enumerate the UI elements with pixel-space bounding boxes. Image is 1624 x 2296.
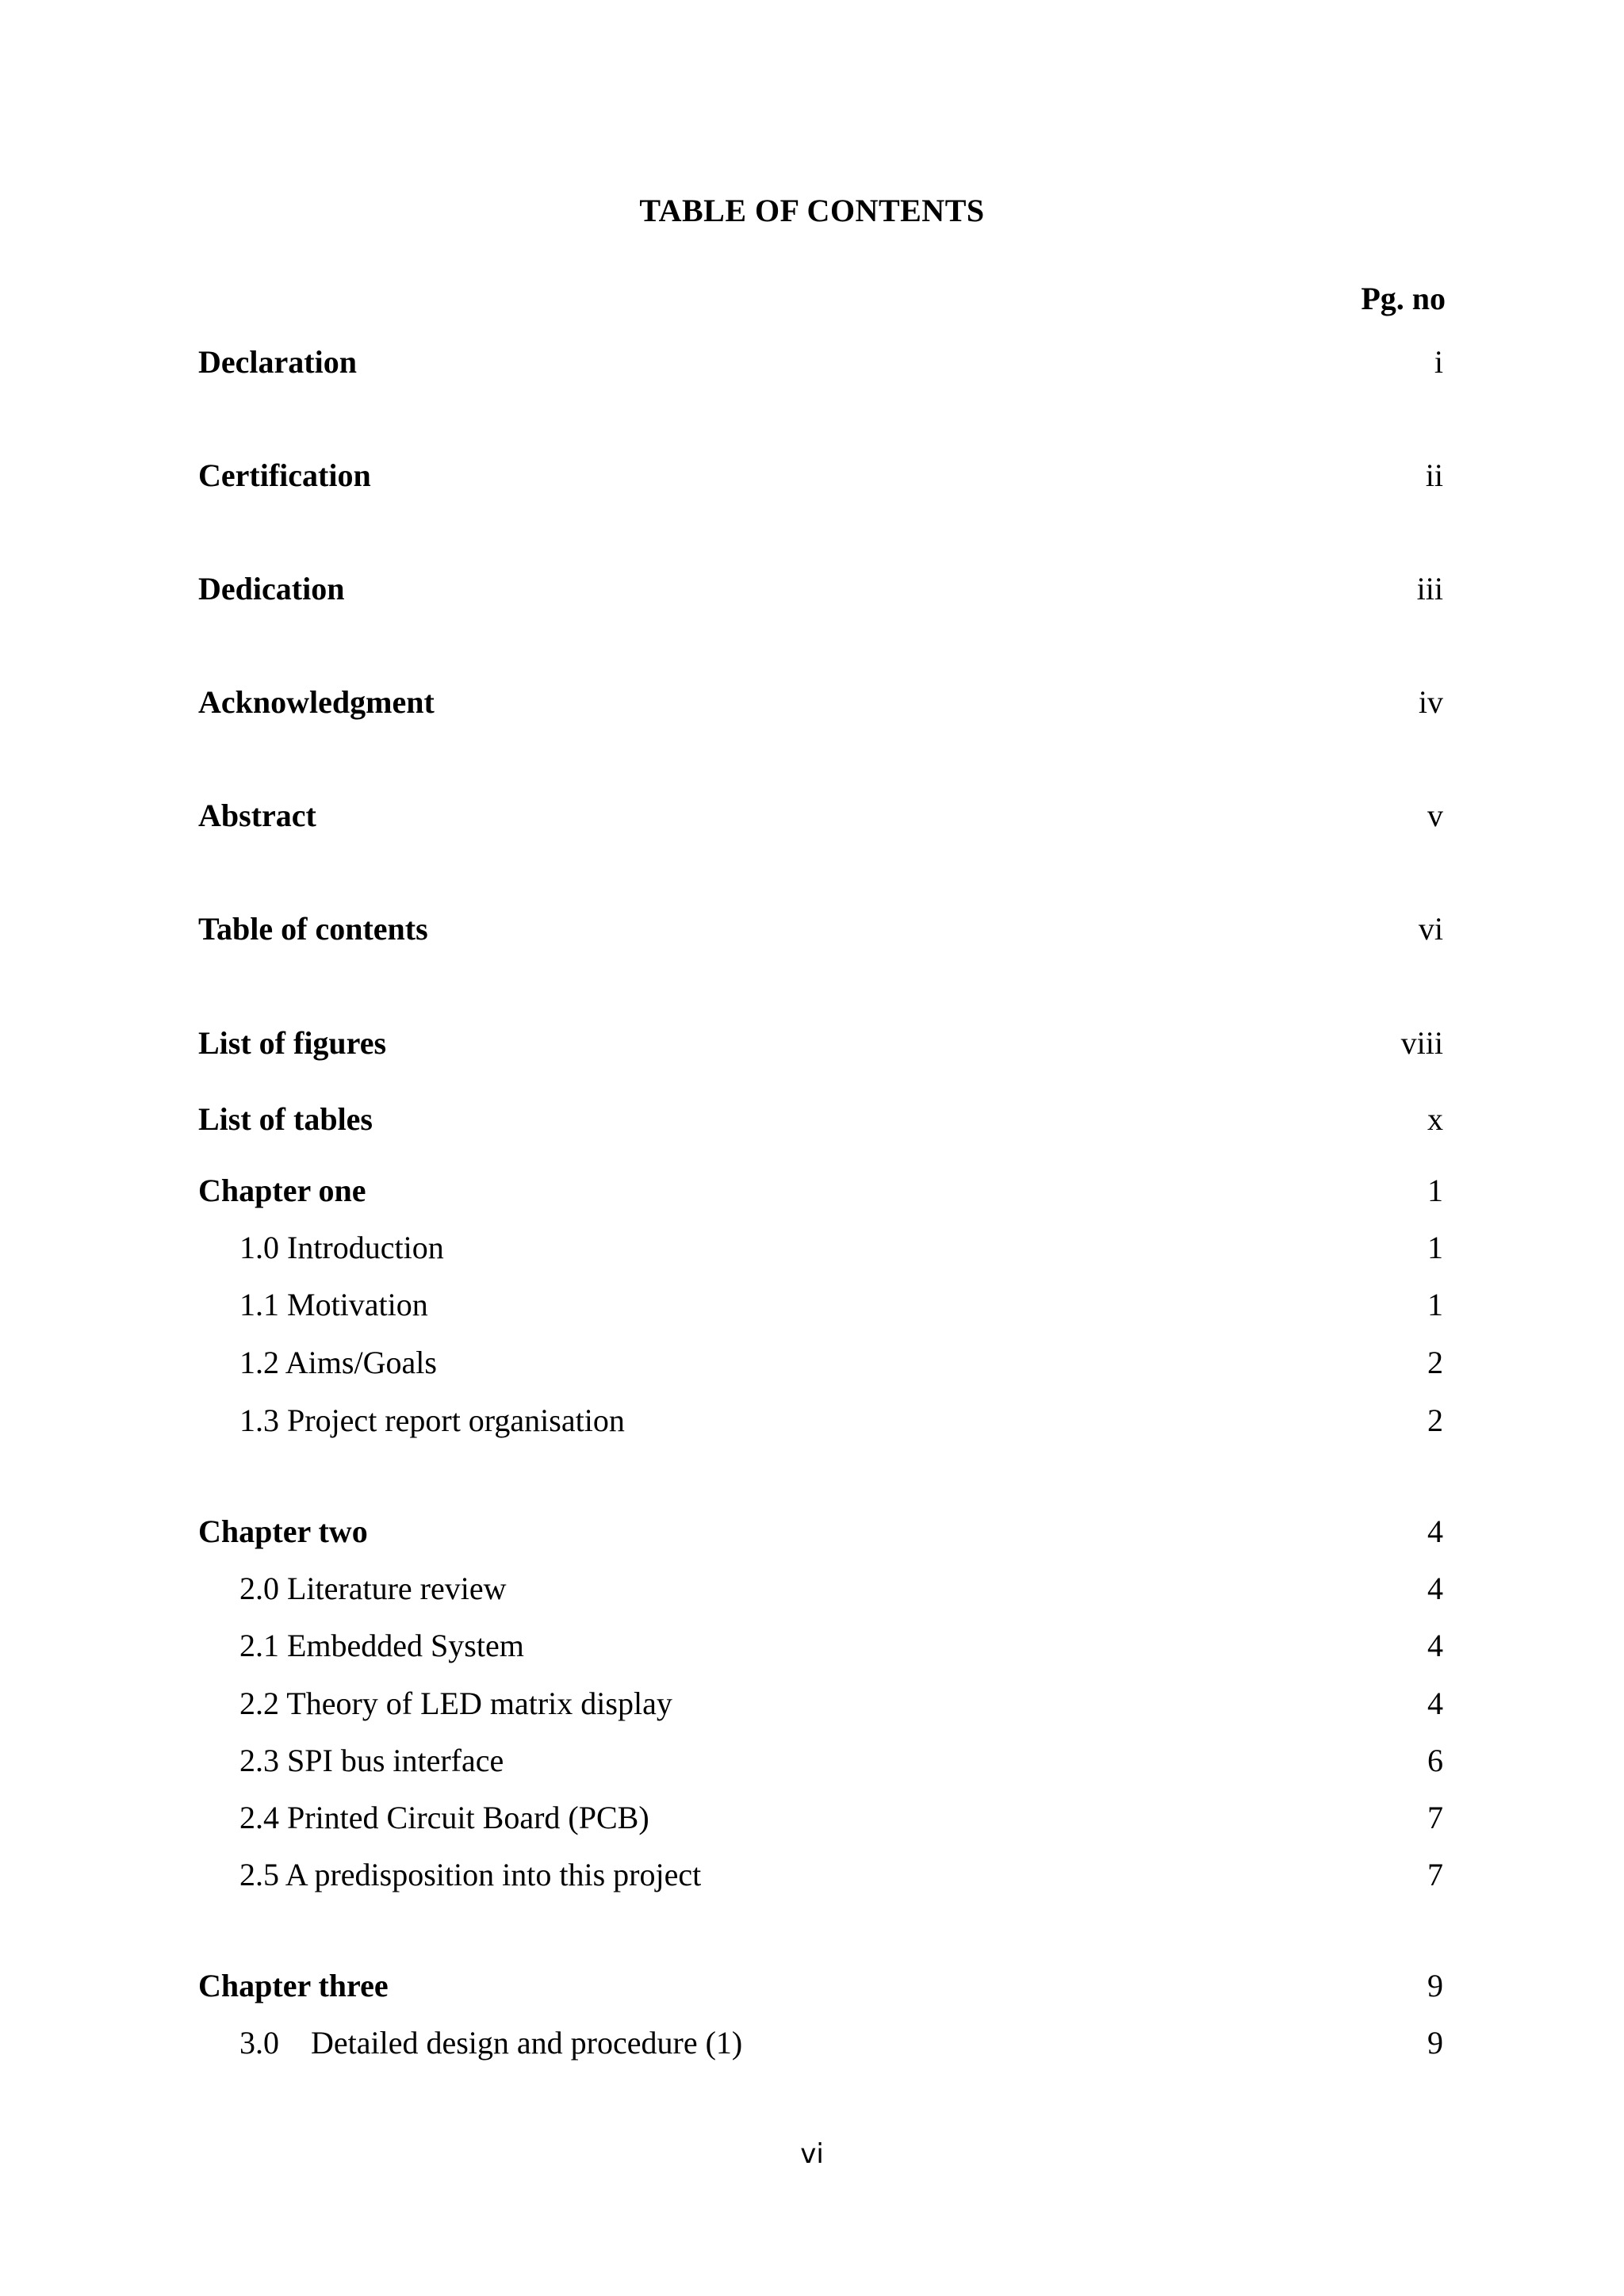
toc-entry xyxy=(0,1402,1624,1446)
toc-entry xyxy=(0,343,1624,388)
toc-entry-page: 4 xyxy=(1427,1686,1443,1721)
toc-entry xyxy=(0,570,1624,614)
toc-entry-label: Abstract xyxy=(198,798,316,833)
toc-entry xyxy=(0,1685,1624,1729)
toc-entry xyxy=(0,797,1624,841)
toc-entry-page: 7 xyxy=(1427,1800,1443,1835)
toc-entry xyxy=(0,1513,1624,1557)
toc-entry-label: 2.2 Theory of LED matrix display xyxy=(239,1686,672,1721)
toc-entry-label: Chapter two xyxy=(198,1513,368,1549)
toc-entry-label: 1.3 Project report organisation xyxy=(239,1402,625,1438)
toc-entry-label: Certification xyxy=(198,457,371,493)
toc-entry xyxy=(0,1286,1624,1330)
page-title: TABLE OF CONTENTS xyxy=(639,193,985,228)
toc-entry-label: List of tables xyxy=(198,1101,373,1137)
toc-entry xyxy=(0,2024,1624,2068)
toc-entry-page: iii xyxy=(1416,571,1443,607)
toc-entry-label: Table of contents xyxy=(198,911,428,947)
toc-entry-page: 7 xyxy=(1427,1857,1443,1892)
toc-entry-label: 1.0 Introduction xyxy=(239,1230,444,1265)
toc-entry xyxy=(0,1344,1624,1388)
toc-entry-page: 2 xyxy=(1427,1402,1443,1438)
page-footer-number: vi xyxy=(800,2138,824,2170)
toc-entry-page: 4 xyxy=(1427,1513,1443,1549)
toc-entry xyxy=(0,1742,1624,1786)
toc-entry-page: i xyxy=(1434,344,1443,380)
toc-entry-label: Dedication xyxy=(198,571,345,607)
toc-entry-page: x xyxy=(1427,1101,1443,1137)
toc-entry xyxy=(0,1024,1624,1069)
toc-entry-page: 1 xyxy=(1427,1287,1443,1322)
toc-entry xyxy=(0,1799,1624,1843)
toc-entry-page: 9 xyxy=(1427,1968,1443,2003)
toc-entry-page: 1 xyxy=(1427,1230,1443,1265)
toc-entry-label: 1.2 Aims/Goals xyxy=(239,1345,437,1380)
toc-entry-label: 2.5 A predisposition into this project xyxy=(239,1857,702,1892)
toc-entry-page: 1 xyxy=(1427,1173,1443,1208)
page-number-column-header: Pg. no xyxy=(1361,281,1446,316)
toc-entry-label: List of figures xyxy=(198,1025,387,1061)
toc-entry xyxy=(0,457,1624,501)
toc-entry-page: iv xyxy=(1418,684,1443,720)
toc-entry xyxy=(0,910,1624,955)
toc-entry xyxy=(0,1100,1624,1145)
toc-entry-label: 3.0 Detailed design and procedure (1) xyxy=(239,2025,743,2061)
toc-entry-label: 1.1 Motivation xyxy=(239,1287,428,1322)
toc-entry xyxy=(0,1229,1624,1273)
toc-entry xyxy=(0,1856,1624,1900)
toc-entry-label: 2.0 Literature review xyxy=(239,1571,507,1606)
toc-entry-page: 2 xyxy=(1427,1345,1443,1380)
toc-entry-label: Acknowledgment xyxy=(198,684,435,720)
toc-entry xyxy=(0,683,1624,728)
toc-entry-label: Chapter three xyxy=(198,1968,389,2003)
toc-entry-page: ii xyxy=(1425,457,1443,493)
toc-entry-label: 2.4 Printed Circuit Board (PCB) xyxy=(239,1800,649,1835)
toc-entry-page: 4 xyxy=(1427,1571,1443,1606)
toc-entry-page: 6 xyxy=(1427,1743,1443,1778)
toc-entry-label: 2.3 SPI bus interface xyxy=(239,1743,504,1778)
toc-entry-page: 9 xyxy=(1427,2025,1443,2061)
toc-entry-label: Declaration xyxy=(198,344,357,380)
toc-entry xyxy=(0,1967,1624,2011)
toc-entry-page: vi xyxy=(1418,911,1443,947)
toc-entry-page: 4 xyxy=(1427,1628,1443,1663)
toc-entry-page: viii xyxy=(1400,1025,1443,1061)
toc-entry xyxy=(0,1172,1624,1216)
toc-entry xyxy=(0,1570,1624,1614)
toc-entry-label: Chapter one xyxy=(198,1173,366,1208)
toc-entry-label: 2.1 Embedded System xyxy=(239,1628,524,1663)
toc-entry-page: v xyxy=(1427,798,1443,833)
toc-entry xyxy=(0,1627,1624,1671)
